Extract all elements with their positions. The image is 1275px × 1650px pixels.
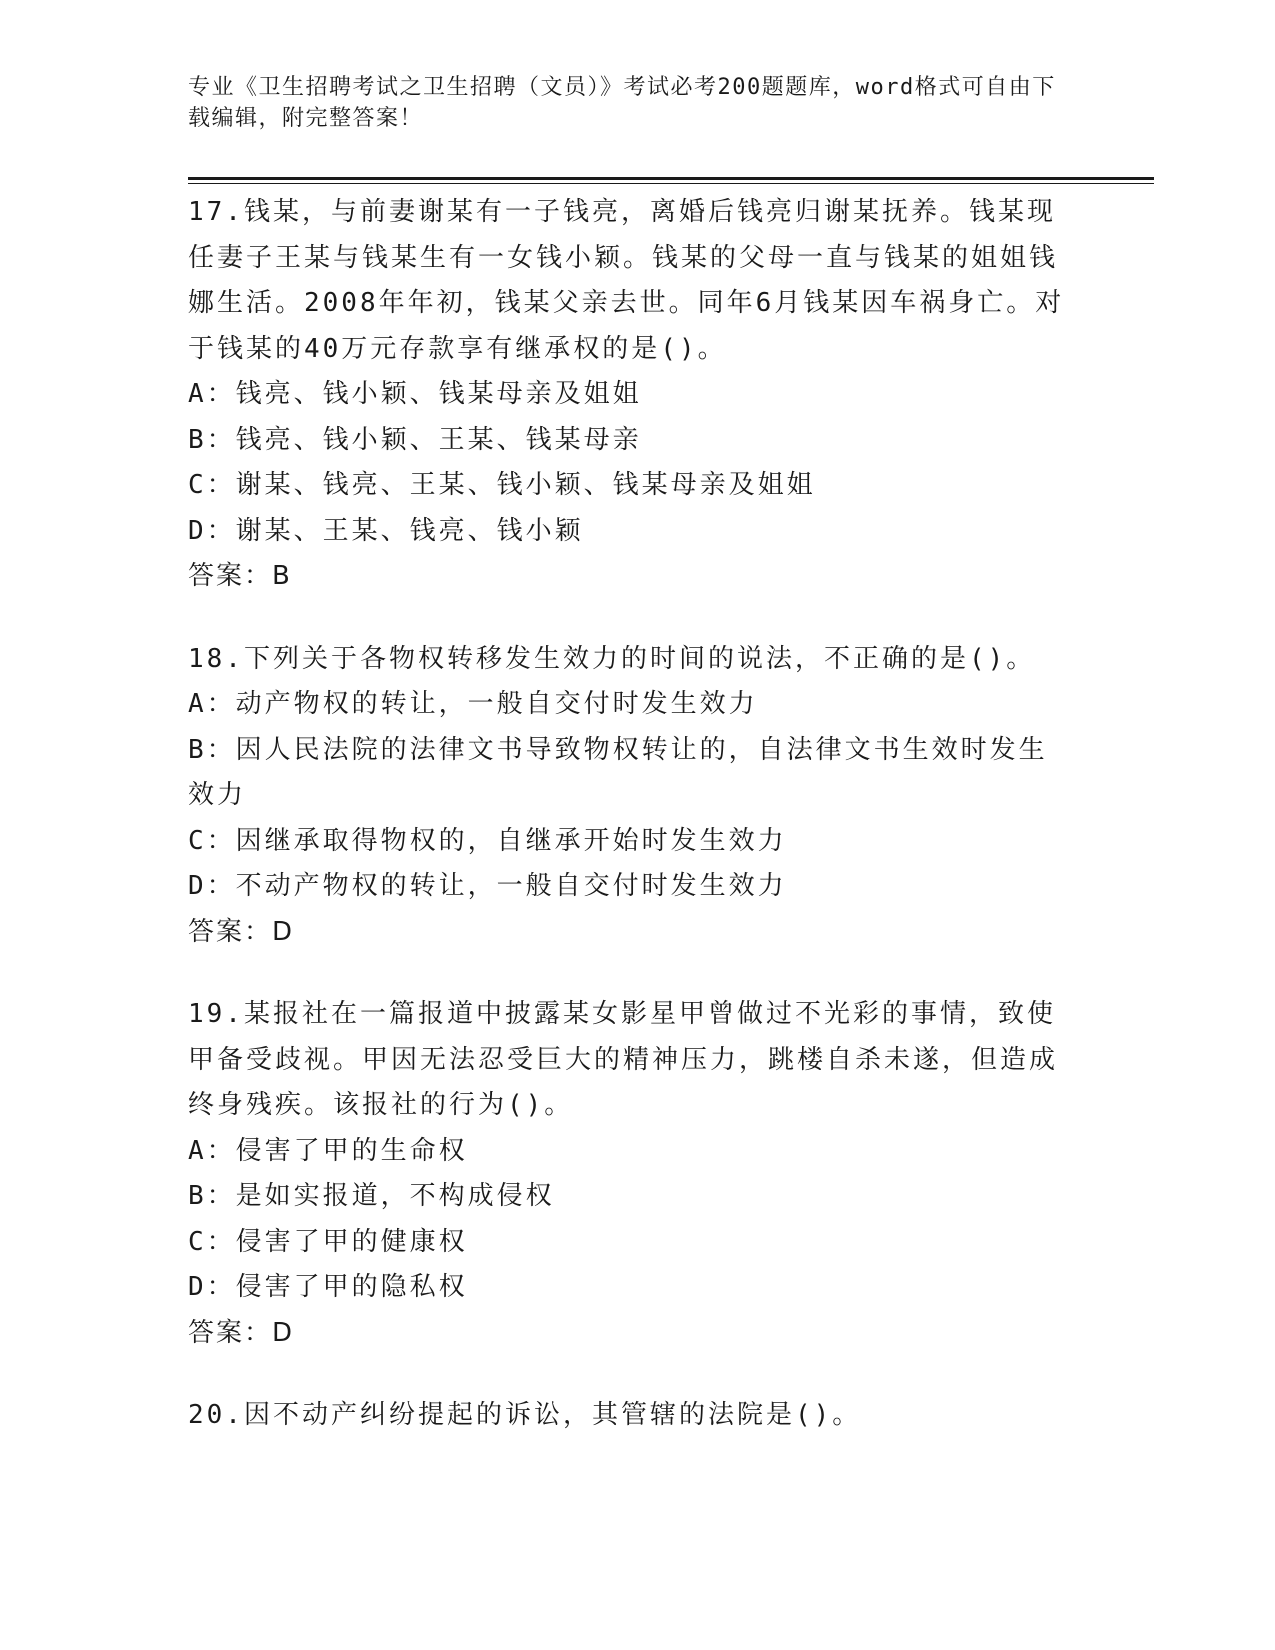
option-c: C：侵害了甲的健康权 — [188, 1226, 468, 1257]
answer: 答案：D — [188, 916, 295, 947]
option-a: A：钱亮、钱小颖、钱某母亲及姐姐 — [188, 379, 642, 409]
option-d: D：不动产物权的转让，一般自交付时发生效力 — [188, 871, 787, 901]
question-19 — [188, 992, 1068, 1356]
question-list — [188, 190, 1068, 1476]
option-b: B：因人民法院的法律文书导致物权转让的，自法律文书生效时发生效力 — [188, 734, 1048, 810]
header-rule-thick — [188, 177, 1154, 180]
option-a: A：侵害了甲的生命权 — [188, 1135, 468, 1166]
question-20 — [188, 1393, 1068, 1439]
option-b: B：钱亮、钱小颖、王某、钱某母亲 — [188, 424, 642, 455]
question-17 — [188, 190, 1068, 600]
option-a: A：动产物权的转让，一般自交付时发生效力 — [188, 689, 758, 719]
document-header: 专业《卫生招聘考试之卫生招聘（文员）》考试必考200题题库，word格式可自由下载编辑，附完整答案！ — [188, 75, 1056, 131]
question-18 — [188, 637, 1068, 956]
answer: 答案：B — [188, 561, 292, 591]
option-c: C：因继承取得物权的，自继承开始时发生效力 — [188, 825, 787, 856]
question-text: 19.某报社在一篇报道中披露某女影星甲曾做过不光彩的事情，致使甲备受歧视。甲因无法忍受巨大的精神压力，跳楼自杀未遂，但造成终身残疾。该报社的行为()。 — [188, 999, 1059, 1120]
header-rule-thin — [188, 183, 1154, 184]
option-b: B：是如实报道，不构成侵权 — [188, 1181, 555, 1211]
question-text: 20.因不动产纠纷提起的诉讼，其管辖的法院是()。 — [188, 1400, 862, 1430]
question-text: 18.下列关于各物权转移发生效力的时间的说法，不正确的是()。 — [188, 643, 1036, 674]
question-text: 17.钱某，与前妻谢某有一子钱亮，离婚后钱亮归谢某抚养。钱某现任妻子王某与钱某生有一女钱小颖。钱某的父母一直与钱某的姐姐钱娜生活。2008年年初，钱某父亲去世。同年6月钱某因车祸身亡。对于钱某的40万元存款享有继承权的是()。 — [188, 197, 1065, 364]
option-d: D：谢某、王某、钱亮、钱小颖 — [188, 515, 584, 546]
option-c: C：谢某、钱亮、王某、钱小颖、钱某母亲及姐姐 — [188, 470, 816, 500]
option-d: D：侵害了甲的隐私权 — [188, 1272, 468, 1302]
answer: 答案：D — [188, 1317, 295, 1348]
